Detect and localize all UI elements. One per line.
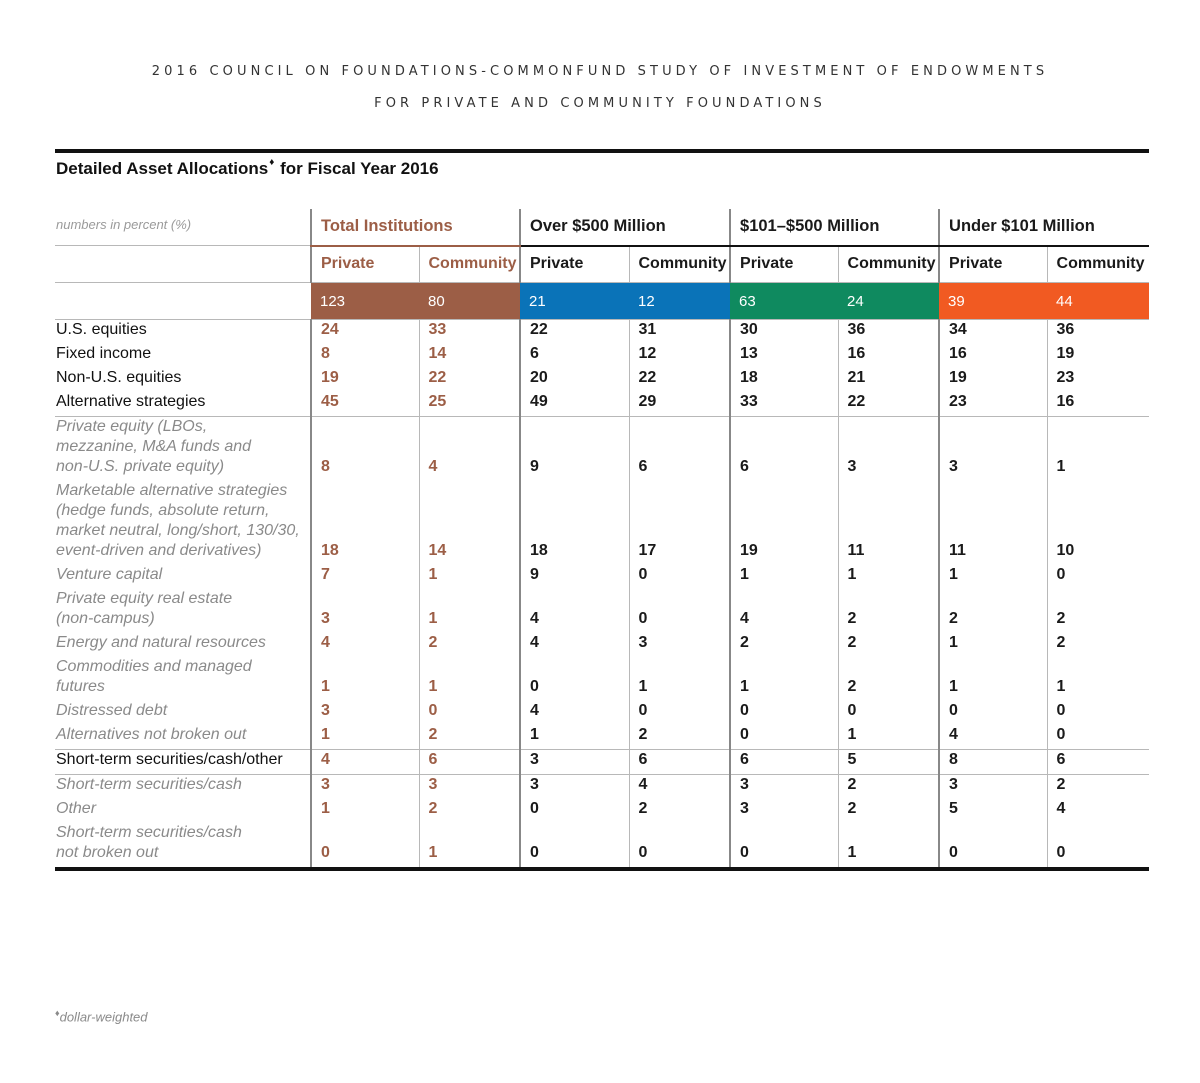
value-cell: 4 (419, 417, 520, 482)
value-cell: 0 (1047, 701, 1149, 725)
count-cell: 80 (419, 283, 520, 320)
row-label: Non-U.S. equities (56, 369, 182, 386)
value-cell: 2 (629, 725, 730, 750)
value-cell: 3 (730, 775, 838, 800)
value-cell: 1 (1047, 657, 1149, 701)
value-cell: 29 (629, 392, 730, 417)
value-cell: 33 (730, 392, 838, 417)
value-cell: 0 (730, 725, 838, 750)
value-cell: 22 (520, 320, 629, 345)
report-supertitle-line2: FOR PRIVATE AND COMMUNITY FOUNDATIONS (374, 96, 826, 111)
value-cell: 4 (311, 633, 419, 657)
value-cell: 1 (939, 633, 1047, 657)
value-cell: 7 (311, 565, 419, 589)
table-row (55, 417, 1149, 482)
footnote (55, 1008, 148, 1024)
value-cell: 16 (1047, 392, 1149, 417)
row-label: Alternatives not broken out (56, 726, 247, 743)
value-cell: 23 (1047, 368, 1149, 392)
value-cell: 1 (311, 725, 419, 750)
value-cell: 1 (419, 565, 520, 589)
count-label-blank (55, 283, 311, 320)
value-cell: 22 (629, 368, 730, 392)
value-cell: 3 (939, 417, 1047, 482)
value-cell: 1 (311, 657, 419, 701)
row-label-text: Private equity real estate (non-campus) (56, 590, 233, 627)
value-cell: 25 (419, 392, 520, 417)
value-cell: 1 (838, 725, 939, 750)
value-cell: 3 (520, 750, 629, 775)
value-cell: 36 (1047, 320, 1149, 345)
count-cell: 63 (730, 283, 838, 320)
value-cell: 4 (311, 750, 419, 775)
table-row (55, 725, 1149, 750)
value-cell: 2 (419, 725, 520, 750)
value-cell: 1 (419, 823, 520, 869)
value-cell: 2 (838, 657, 939, 701)
value-cell: 6 (520, 344, 629, 368)
value-cell: 19 (730, 481, 838, 565)
table-row (55, 481, 1149, 565)
row-label: Short-term securities/cash/other (55, 750, 311, 775)
value-cell: 6 (419, 750, 520, 775)
row-label-text: Commodities and managed futures (56, 658, 252, 695)
value-cell: 2 (838, 589, 939, 633)
value-cell: 6 (629, 750, 730, 775)
value-cell: 0 (520, 799, 629, 823)
value-cell: 2 (1047, 633, 1149, 657)
value-cell: 9 (520, 565, 629, 589)
count-cell: 24 (838, 283, 939, 320)
value-cell: 8 (939, 750, 1047, 775)
value-cell: 19 (939, 368, 1047, 392)
value-cell: 2 (838, 799, 939, 823)
count-cell: 44 (1047, 283, 1149, 320)
value-cell: 0 (520, 657, 629, 701)
value-cell: 6 (1047, 750, 1149, 775)
value-cell: 31 (629, 320, 730, 345)
value-cell: 19 (311, 368, 419, 392)
value-cell: 1 (939, 565, 1047, 589)
value-cell: 0 (419, 701, 520, 725)
report-supertitle-line1: 2016 COUNCIL ON FOUNDATIONS-COMMONFUND STUDY OF INVESTMENT OF ENDOWMENTS (151, 64, 1049, 79)
group-total-institutions: Total Institutions (311, 209, 520, 246)
value-cell: 23 (939, 392, 1047, 417)
value-cell: 34 (939, 320, 1047, 345)
value-cell: 3 (311, 701, 419, 725)
col-header: Community (1047, 246, 1149, 283)
value-cell: 2 (730, 633, 838, 657)
value-cell: 14 (419, 481, 520, 565)
col-header: Community (419, 246, 520, 283)
value-cell: 21 (838, 368, 939, 392)
value-cell: 6 (730, 417, 838, 482)
row-label (55, 589, 311, 633)
table-row (55, 344, 1149, 368)
value-cell: 8 (311, 344, 419, 368)
value-cell: 9 (520, 417, 629, 482)
value-cell: 18 (730, 368, 838, 392)
heading-rule (55, 149, 1149, 153)
value-cell: 20 (520, 368, 629, 392)
allocation-table-wrap (55, 209, 1149, 871)
column-type-row (55, 246, 1149, 283)
value-cell: 4 (939, 725, 1047, 750)
value-cell: 6 (730, 750, 838, 775)
row-label (55, 417, 311, 482)
row-label: Short-term securities/cash (55, 775, 311, 800)
table-row (55, 823, 1149, 869)
count-cell: 21 (520, 283, 629, 320)
value-cell: 1 (311, 799, 419, 823)
value-cell: 2 (1047, 775, 1149, 800)
row-label: Other (56, 800, 97, 817)
row-label-text: Marketable alternative strategies (hedge funds, absolute return, market neutral, long/short, 130/30, event-driven and derivatives) (56, 482, 300, 559)
heading-main: Detailed Asset Allocations (56, 159, 269, 178)
col-header: Community (838, 246, 939, 283)
table-row (55, 368, 1149, 392)
value-cell: 8 (311, 417, 419, 482)
value-cell: 1 (419, 657, 520, 701)
value-cell: 2 (838, 633, 939, 657)
value-cell: 22 (419, 368, 520, 392)
value-cell: 3 (419, 775, 520, 800)
row-label-text: Short-term securities/cash not broken out (56, 824, 242, 861)
value-cell: 19 (1047, 344, 1149, 368)
value-cell: 0 (1047, 565, 1149, 589)
units-note: numbers in percent (%) (56, 217, 192, 232)
value-cell: 4 (520, 701, 629, 725)
col-header: Private (939, 246, 1047, 283)
table-row (55, 565, 1149, 589)
column-type-label-blank (55, 246, 311, 283)
value-cell: 11 (939, 481, 1047, 565)
value-cell: 1 (419, 589, 520, 633)
value-cell: 5 (838, 750, 939, 775)
group-over-500m: Over $500 Million (520, 209, 730, 246)
count-cell: 123 (311, 283, 419, 320)
row-label: U.S. equities (56, 321, 147, 338)
value-cell: 4 (520, 633, 629, 657)
value-cell: 12 (629, 344, 730, 368)
value-cell: 18 (311, 481, 419, 565)
group-header-row (55, 209, 1149, 246)
value-cell: 2 (419, 633, 520, 657)
table-row (55, 750, 1149, 775)
group-under-101m: Under $101 Million (939, 209, 1149, 246)
value-cell: 0 (1047, 823, 1149, 869)
value-cell: 3 (311, 775, 419, 800)
col-header: Community (629, 246, 730, 283)
table-heading (56, 159, 439, 179)
value-cell: 1 (1047, 417, 1149, 482)
value-cell: 1 (730, 565, 838, 589)
value-cell: 1 (838, 823, 939, 869)
table-row (55, 589, 1149, 633)
table-row (55, 392, 1149, 417)
value-cell: 4 (520, 589, 629, 633)
value-cell: 6 (629, 417, 730, 482)
table-row (55, 320, 1149, 345)
value-cell: 0 (629, 589, 730, 633)
value-cell: 0 (1047, 725, 1149, 750)
value-cell: 13 (730, 344, 838, 368)
row-label: Alternative strategies (56, 393, 206, 410)
value-cell: 3 (838, 417, 939, 482)
value-cell: 2 (419, 799, 520, 823)
value-cell: 1 (939, 657, 1047, 701)
footnote-text: dollar-weighted (59, 1009, 148, 1025)
heading-tail: for Fiscal Year 2016 (280, 159, 439, 178)
value-cell: 3 (311, 589, 419, 633)
row-label (55, 657, 311, 701)
value-cell: 1 (520, 725, 629, 750)
value-cell: 1 (838, 565, 939, 589)
table-row (55, 701, 1149, 725)
value-cell: 45 (311, 392, 419, 417)
value-cell: 0 (311, 823, 419, 869)
value-cell: 3 (730, 799, 838, 823)
value-cell: 3 (939, 775, 1047, 800)
value-cell: 4 (730, 589, 838, 633)
table-row (55, 799, 1149, 823)
col-header: Private (311, 246, 419, 283)
value-cell: 2 (838, 775, 939, 800)
value-cell: 3 (520, 775, 629, 800)
value-cell: 0 (629, 701, 730, 725)
value-cell: 0 (629, 565, 730, 589)
value-cell: 5 (939, 799, 1047, 823)
value-cell: 1 (730, 657, 838, 701)
value-cell: 0 (730, 823, 838, 869)
allocation-table (55, 209, 1149, 871)
table-row (55, 775, 1149, 800)
row-label-text: Private equity (LBOs, mezzanine, M&A funds and non-U.S. private equity) (56, 418, 252, 475)
row-label (55, 823, 311, 869)
value-cell: 0 (939, 823, 1047, 869)
diamond-icon: ♦ (55, 1008, 60, 1018)
value-cell: 0 (838, 701, 939, 725)
value-cell: 3 (629, 633, 730, 657)
table-row (55, 633, 1149, 657)
group-101-500m: $101–$500 Million (730, 209, 939, 246)
table-body (55, 209, 1149, 869)
value-cell: 33 (419, 320, 520, 345)
row-label: Venture capital (56, 566, 163, 583)
value-cell: 0 (629, 823, 730, 869)
count-cell: 39 (939, 283, 1047, 320)
value-cell: 18 (520, 481, 629, 565)
value-cell: 16 (838, 344, 939, 368)
col-header: Private (730, 246, 838, 283)
value-cell: 1 (629, 657, 730, 701)
count-row (55, 283, 1149, 320)
table-row (55, 657, 1149, 701)
count-cell: 12 (629, 283, 730, 320)
col-header: Private (520, 246, 629, 283)
row-label: Distressed debt (56, 702, 168, 719)
value-cell: 17 (629, 481, 730, 565)
value-cell: 0 (730, 701, 838, 725)
value-cell: 14 (419, 344, 520, 368)
value-cell: 2 (939, 589, 1047, 633)
value-cell: 10 (1047, 481, 1149, 565)
value-cell: 4 (629, 775, 730, 800)
diamond-icon: ♦ (269, 157, 275, 169)
row-label: Fixed income (56, 345, 152, 362)
value-cell: 2 (629, 799, 730, 823)
value-cell: 24 (311, 320, 419, 345)
value-cell: 16 (939, 344, 1047, 368)
row-label: Energy and natural resources (56, 634, 266, 651)
value-cell: 30 (730, 320, 838, 345)
value-cell: 11 (838, 481, 939, 565)
value-cell: 0 (939, 701, 1047, 725)
row-label (55, 481, 311, 565)
value-cell: 2 (1047, 589, 1149, 633)
value-cell: 4 (1047, 799, 1149, 823)
value-cell: 22 (838, 392, 939, 417)
value-cell: 0 (520, 823, 629, 869)
value-cell: 49 (520, 392, 629, 417)
value-cell: 36 (838, 320, 939, 345)
